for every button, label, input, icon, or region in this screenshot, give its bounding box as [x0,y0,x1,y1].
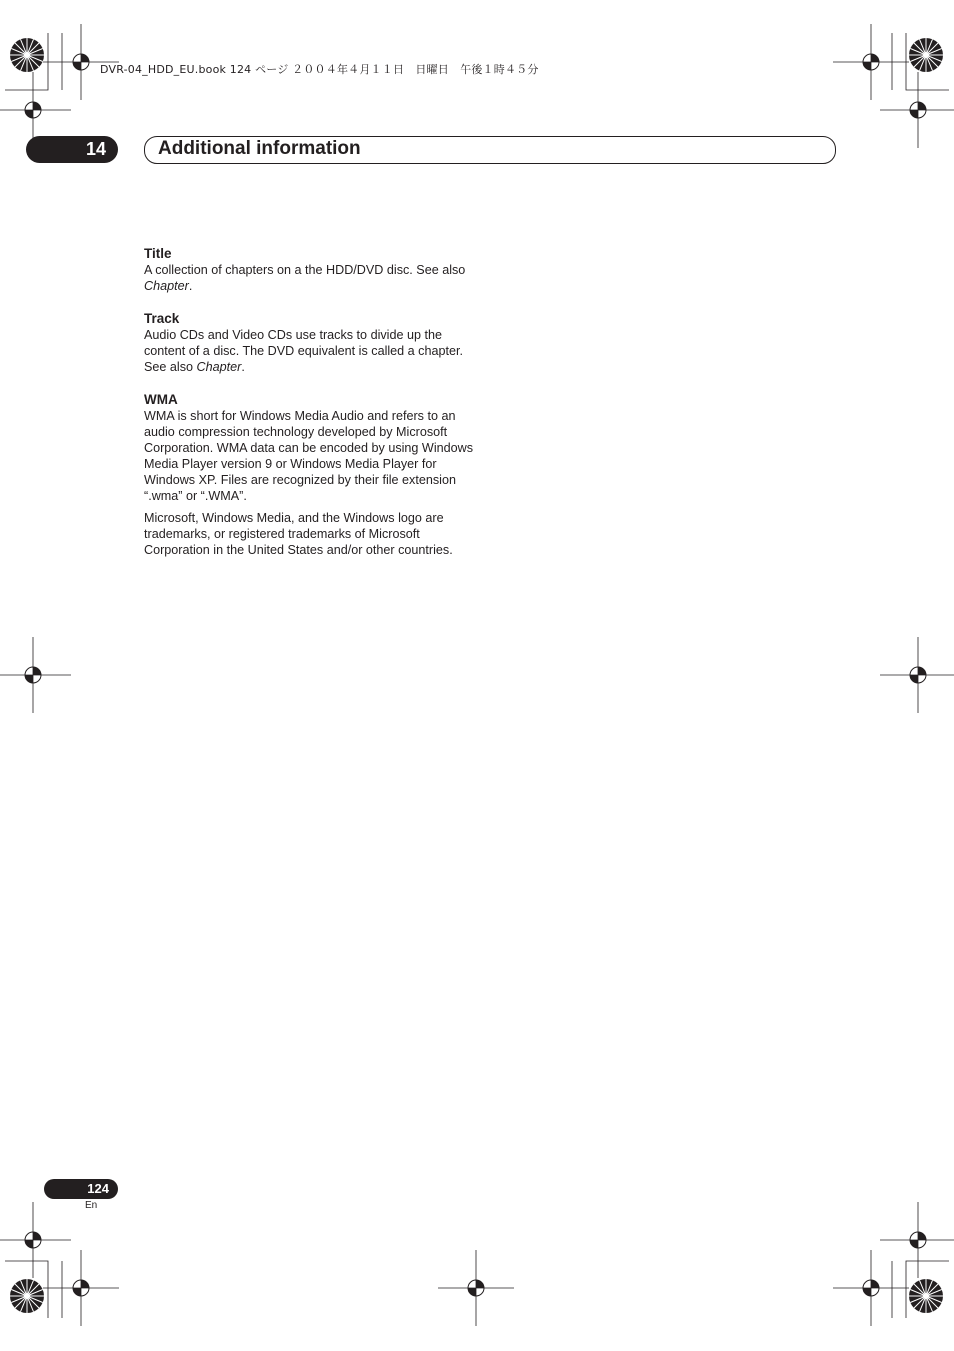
registration-wheel-icon [10,1279,44,1313]
glossary-definition: Audio CDs and Video CDs use tracks to divide up the content of a disc. The DVD equivalent is called a chapter. See also Chapter. [144,328,463,374]
registration-target-icon [0,1202,71,1278]
registration-target-icon [880,637,954,713]
glossary-content [144,245,484,574]
glossary-definition: WMA is short for Windows Media Audio and refers to an audio compression technology developed by Microsoft Corporation. WMA data can be encoded by using Windows Media Player version 9 or Windows Media Player for Windows XP. Files are recognized by their file extension “.wma” or “.WMA”. [144,409,474,503]
registration-target-icon [833,24,909,100]
page-number: 124 [87,1181,109,1196]
file-header: DVR-04_HDD_EU.book 124 ページ ２００４年４月１１日 日曜日 午後１時４５分 [100,63,539,76]
chapter-number: 14 [85,139,106,159]
glossary-entry-track [144,310,484,375]
glossary-entry-title [144,245,484,294]
registration-target-icon [880,1202,954,1278]
glossary-term: Track [144,311,180,326]
glossary-term: Title [144,246,172,261]
registration-wheel-icon [10,38,44,72]
chapter-title-bar [144,136,836,164]
registration-target-icon [880,72,954,148]
registration-wheel-icon [909,38,943,72]
trademark-notice: Microsoft, Windows Media, and the Windows logo are trademarks, or registered trademarks of Microsoft Corporation in the United States and/or other countries. [144,511,453,557]
registration-target-icon [0,637,71,713]
glossary-definition: A collection of chapters on a the HDD/DVD disc. See also Chapter. [144,263,466,293]
registration-wheel-icon [909,1279,943,1313]
glossary-entry-wma [144,391,484,558]
chapter-tab [26,136,118,163]
page-number-tab [44,1179,118,1199]
glossary-term: WMA [144,392,178,407]
chapter-title: Additional information [158,138,361,159]
registration-target-icon [43,1250,119,1326]
registration-target-icon [438,1250,514,1326]
language-code: En [85,1200,98,1211]
registration-target-icon [833,1250,909,1326]
